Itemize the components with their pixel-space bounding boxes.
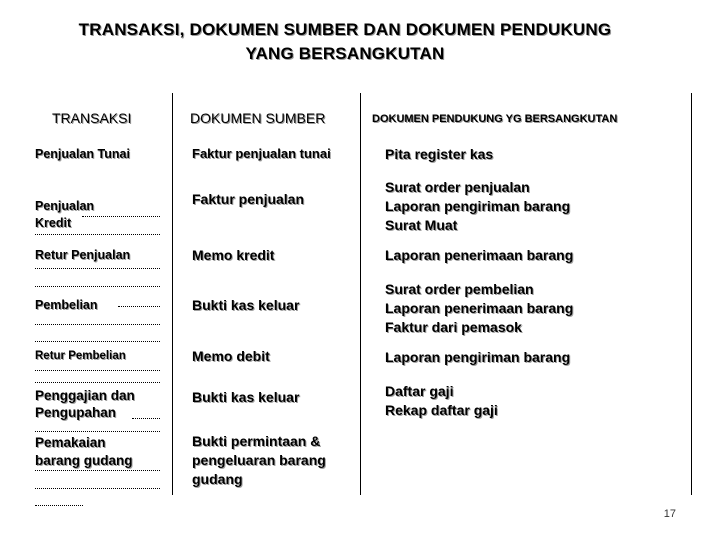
dotted-leader xyxy=(132,418,160,419)
page-number: 17 xyxy=(663,508,676,520)
dotted-leader xyxy=(35,431,160,432)
row-4-dokumen-pendukung-line-1: Surat order pembelian xyxy=(385,281,534,297)
row-3-dokumen-pendukung: Laporan penerimaan barang xyxy=(385,247,574,263)
row-4-transaksi: Pembelian xyxy=(35,298,98,312)
column-divider-left xyxy=(172,93,173,495)
column-divider-right xyxy=(360,93,361,495)
row-3-dokumen-sumber: Memo kredit xyxy=(192,247,275,263)
dotted-leader xyxy=(82,216,160,217)
row-6-dokumen-sumber: Bukti kas keluar xyxy=(192,389,300,405)
header-dokumen-sumber: DOKUMEN SUMBER xyxy=(190,110,326,126)
row-1-dokumen-pendukung: Pita register kas xyxy=(385,146,494,162)
row-4-dokumen-pendukung-line-3: Faktur dari pemasok xyxy=(385,319,522,335)
dotted-leader xyxy=(35,341,160,342)
row-7-dokumen-sumber-line-2: pengeluaran barang xyxy=(192,452,326,468)
row-7-dokumen-sumber-line-1: Bukti permintaan & xyxy=(192,433,321,449)
dotted-leader xyxy=(35,488,160,489)
row-3-transaksi: Retur Penjualan xyxy=(35,248,131,262)
row-1-dokumen-sumber: Faktur penjualan tunai xyxy=(192,146,331,161)
row-2-transaksi-line-1: Penjualan xyxy=(35,199,95,213)
header-dokumen-pendukung: DOKUMEN PENDUKUNG YG BERSANGKUTAN xyxy=(372,113,618,125)
row-2-dokumen-pendukung-line-1: Surat order penjualan xyxy=(385,179,530,195)
header-transaksi: TRANSAKSI xyxy=(52,110,132,126)
dotted-leader xyxy=(35,505,83,506)
dotted-leader xyxy=(35,470,160,471)
dotted-leader xyxy=(35,382,160,383)
row-7-transaksi-line-2: barang gudang xyxy=(35,453,133,468)
row-2-dokumen-pendukung-line-2: Laporan pengiriman barang xyxy=(385,198,571,214)
row-6-dokumen-pendukung-line-2: Rekap daftar gaji xyxy=(385,402,498,418)
row-6-transaksi-line-1: Penggajian dan xyxy=(35,388,135,403)
row-7-dokumen-sumber-line-3: gudang xyxy=(192,471,243,487)
row-5-transaksi: Retur Pembelian xyxy=(35,350,126,362)
row-2-dokumen-sumber: Faktur penjualan xyxy=(192,191,305,207)
slide-title-line-2: YANG BERSANGKUTAN xyxy=(245,44,445,63)
row-6-transaksi-line-2: Pengupahan xyxy=(35,405,117,420)
dotted-leader xyxy=(35,268,160,269)
dotted-leader xyxy=(35,286,160,287)
dotted-leader xyxy=(35,324,160,325)
row-5-dokumen-pendukung: Laporan pengiriman barang xyxy=(385,349,571,365)
row-4-dokumen-sumber: Bukti kas keluar xyxy=(192,297,300,313)
table-right-border xyxy=(691,93,692,495)
dotted-leader xyxy=(35,370,160,371)
dotted-leader xyxy=(118,306,160,307)
row-2-dokumen-pendukung-line-3: Surat Muat xyxy=(385,217,458,233)
dotted-leader xyxy=(35,234,160,235)
row-1-transaksi: Penjualan Tunai xyxy=(35,147,130,161)
row-6-dokumen-pendukung-line-1: Daftar gaji xyxy=(385,383,454,399)
row-2-transaksi-line-2: Kredit xyxy=(35,216,72,230)
slide-title-line-1: TRANSAKSI, DOKUMEN SUMBER DAN DOKUMEN PENDUKUNG xyxy=(78,20,612,39)
row-7-transaksi-line-1: Pemakaian xyxy=(35,435,106,450)
row-5-dokumen-sumber: Memo debit xyxy=(192,348,270,364)
row-4-dokumen-pendukung-line-2: Laporan penerimaan barang xyxy=(385,300,574,316)
